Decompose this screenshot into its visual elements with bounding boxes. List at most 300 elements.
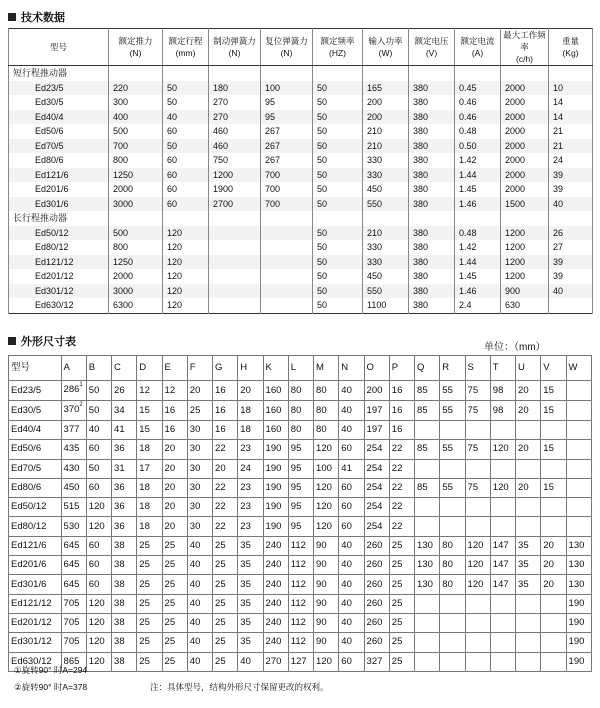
table-cell: 50 [313, 182, 363, 197]
table-cell: 240 [263, 556, 288, 575]
table-cell: 645 [61, 575, 86, 594]
table-cell: 1.46 [455, 197, 501, 212]
table-cell: 267 [261, 139, 313, 154]
table-row [9, 633, 592, 652]
table-cell [209, 255, 261, 270]
tech-section-title [8, 9, 65, 25]
table-cell: 120 [163, 226, 209, 241]
table-row [9, 421, 592, 440]
dims-header-cell: D [137, 356, 162, 381]
table-cell [261, 240, 313, 255]
table-cell: 35 [516, 575, 541, 594]
table-cell [415, 633, 440, 652]
table-cell: 25 [389, 594, 414, 613]
table-cell [415, 517, 440, 536]
table-cell: 85 [415, 478, 440, 497]
table-cell [440, 517, 465, 536]
table-cell: 380 [409, 269, 455, 284]
table-cell: 165 [363, 81, 409, 96]
square-bullet-icon [8, 13, 16, 21]
table-cell: 18 [137, 478, 162, 497]
table-cell: 22 [389, 498, 414, 517]
table-row [9, 401, 592, 421]
table-cell: 1.46 [455, 284, 501, 299]
table-cell: 120 [86, 517, 111, 536]
table-cell: 25 [213, 594, 238, 613]
table-cell: 240 [263, 575, 288, 594]
table-cell: 100 [314, 459, 339, 478]
table-cell: 197 [364, 401, 389, 421]
table-cell [313, 66, 363, 81]
table-cell: 210 [363, 226, 409, 241]
table-row [9, 440, 592, 459]
table-cell [465, 498, 490, 517]
table-cell: 30 [187, 498, 212, 517]
table-cell: 38 [112, 575, 137, 594]
table-cell [261, 226, 313, 241]
table-cell: 40 [187, 652, 212, 671]
table-cell: 120 [86, 633, 111, 652]
table-cell: 60 [86, 440, 111, 459]
table-cell: 60 [339, 440, 364, 459]
dims-header-cell: U [516, 356, 541, 381]
note-rotation-1: ①旋转90° 时A=294 [14, 665, 88, 675]
table-cell: 95 [288, 478, 313, 497]
table-cell: 60 [86, 556, 111, 575]
footnote-marker: 2 [79, 402, 83, 408]
tech-header-cell: 额定电压 (V) [409, 29, 455, 66]
dims-header-cell: S [465, 356, 490, 381]
table-row [9, 381, 592, 401]
table-cell: 500 [109, 226, 163, 241]
table-cell: 865 [61, 652, 86, 671]
table-cell: 50 [313, 255, 363, 270]
table-cell [541, 613, 566, 632]
table-cell: 25 [213, 575, 238, 594]
table-cell [440, 652, 465, 671]
table-cell: 130 [566, 536, 591, 555]
table-cell: 23 [238, 517, 263, 536]
table-cell: 55 [440, 401, 465, 421]
table-cell: 25 [213, 652, 238, 671]
table-cell: 25 [389, 556, 414, 575]
table-cell: 900 [501, 284, 549, 299]
table-cell: 95 [288, 517, 313, 536]
table-cell: 530 [61, 517, 86, 536]
table-cell: 450 [61, 478, 86, 497]
table-cell: 35 [238, 633, 263, 652]
table-cell: 190 [263, 517, 288, 536]
model-cell: Ed80/6 [9, 153, 109, 168]
table-cell [455, 211, 501, 226]
table-cell: 120 [465, 575, 490, 594]
table-cell: 435 [61, 440, 86, 459]
table-cell: 50 [313, 110, 363, 125]
table-cell: 705 [61, 594, 86, 613]
table-cell: 50 [86, 459, 111, 478]
table-cell: 254 [364, 498, 389, 517]
table-cell: 75 [465, 440, 490, 459]
table-cell: 40 [238, 652, 263, 671]
table-cell: 40 [549, 197, 593, 212]
table-row [9, 182, 593, 197]
table-cell: 50 [313, 197, 363, 212]
table-cell: 267 [261, 153, 313, 168]
table-cell: 95 [288, 498, 313, 517]
table-cell [516, 459, 541, 478]
table-cell: 2000 [501, 110, 549, 125]
table-cell: 22 [213, 498, 238, 517]
table-cell: 1200 [209, 168, 261, 183]
table-cell: 21 [549, 139, 593, 154]
table-cell [409, 211, 455, 226]
note-rotation-2: ②旋转90° 时A=378 [14, 682, 88, 692]
tech-header-cell: 额定频率 (HZ) [313, 29, 363, 66]
table-cell: 24 [238, 459, 263, 478]
table-cell: 15 [541, 440, 566, 459]
table-cell: 20 [213, 459, 238, 478]
table-cell: 25 [162, 633, 187, 652]
table-cell: 25 [162, 594, 187, 613]
table-cell: 18 [238, 401, 263, 421]
model-cell: Ed121/6 [9, 168, 109, 183]
tech-header-cell: 重量 (Kg) [549, 29, 593, 66]
dims-section-title [8, 333, 76, 349]
table-cell: 220 [109, 81, 163, 96]
dims-header-cell: C [112, 356, 137, 381]
table-cell: 1900 [209, 182, 261, 197]
model-cell: Ed23/5 [9, 381, 62, 401]
table-cell: 0.50 [455, 139, 501, 154]
table-cell: 16 [162, 421, 187, 440]
table-cell: 10 [549, 81, 593, 96]
table-cell: 130 [415, 575, 440, 594]
model-cell: Ed50/12 [9, 226, 109, 241]
table-cell: 80 [288, 381, 313, 401]
table-cell: 380 [409, 197, 455, 212]
table-cell: 38 [112, 536, 137, 555]
table-cell: 380 [409, 240, 455, 255]
table-cell: 190 [263, 498, 288, 517]
table-cell: 39 [549, 269, 593, 284]
table-cell: 327 [364, 652, 389, 671]
table-cell [566, 478, 591, 497]
tech-header-cell: 制动弹簧力 (N) [209, 29, 261, 66]
table-cell: 120 [86, 652, 111, 671]
table-cell: 55 [440, 478, 465, 497]
table-cell: 22 [389, 440, 414, 459]
table-cell: 80 [314, 381, 339, 401]
table-cell: 25 [162, 613, 187, 632]
table-cell: 1.42 [455, 240, 501, 255]
table-row [9, 255, 593, 270]
table-cell: 60 [163, 197, 209, 212]
table-cell: 22 [213, 478, 238, 497]
table-cell: 36 [112, 440, 137, 459]
model-cell: Ed201/6 [9, 182, 109, 197]
table-cell: 112 [288, 613, 313, 632]
table-cell: 190 [566, 613, 591, 632]
table-cell: 16 [389, 401, 414, 421]
table-cell [261, 211, 313, 226]
table-cell [541, 421, 566, 440]
table-cell: 39 [549, 255, 593, 270]
table-cell [465, 594, 490, 613]
dims-header-cell: H [238, 356, 263, 381]
model-cell: Ed30/5 [9, 401, 62, 421]
table-cell [566, 517, 591, 536]
tech-group-row [9, 211, 593, 226]
table-cell: 120 [314, 652, 339, 671]
table-cell [490, 459, 515, 478]
table-cell: 240 [263, 613, 288, 632]
table-cell: 400 [109, 110, 163, 125]
table-cell: 120 [163, 240, 209, 255]
table-cell: 2700 [209, 197, 261, 212]
model-cell: Ed630/12 [9, 652, 62, 671]
table-cell: 60 [86, 536, 111, 555]
tech-header-cell: 额定推力 (N) [109, 29, 163, 66]
dims-header-cell: L [288, 356, 313, 381]
table-cell: 0.48 [455, 226, 501, 241]
table-cell: 80 [440, 556, 465, 575]
dims-header-cell: E [162, 356, 187, 381]
table-cell [566, 421, 591, 440]
table-cell: 0.48 [455, 124, 501, 139]
table-cell: 190 [263, 440, 288, 459]
dims-header-cell: P [389, 356, 414, 381]
table-cell: 22 [213, 440, 238, 459]
table-cell: 15 [541, 381, 566, 401]
table-cell [415, 594, 440, 613]
table-cell: 25 [389, 633, 414, 652]
table-cell: 40 [187, 575, 212, 594]
table-row [9, 226, 593, 241]
table-cell: 6300 [109, 298, 163, 313]
table-cell: 750 [209, 153, 261, 168]
dims-header-cell: G [213, 356, 238, 381]
table-cell: 210 [363, 124, 409, 139]
square-bullet-icon [8, 337, 16, 345]
table-cell: 38 [112, 633, 137, 652]
model-cell: Ed301/6 [9, 197, 109, 212]
table-cell: 35 [238, 613, 263, 632]
table-cell: 190 [263, 478, 288, 497]
table-cell: 98 [490, 381, 515, 401]
model-cell: Ed50/6 [9, 124, 109, 139]
table-row [9, 124, 593, 139]
table-cell: 18 [137, 440, 162, 459]
model-cell: Ed201/12 [9, 613, 62, 632]
table-cell: 80 [314, 421, 339, 440]
footnote-marker: 1 [79, 382, 83, 388]
table-cell: 112 [288, 633, 313, 652]
table-cell: 60 [163, 153, 209, 168]
table-cell: 25 [213, 536, 238, 555]
group-label: 长行程推动器 [9, 211, 109, 226]
table-row [9, 240, 593, 255]
table-cell: 160 [263, 401, 288, 421]
table-cell: 50 [163, 81, 209, 96]
table-cell: 330 [363, 168, 409, 183]
table-cell: 80 [288, 421, 313, 440]
table-cell: 1200 [501, 226, 549, 241]
table-cell: 50 [86, 401, 111, 421]
table-cell: 700 [261, 168, 313, 183]
table-cell: 515 [61, 498, 86, 517]
table-cell: 18 [137, 498, 162, 517]
table-row [9, 269, 593, 284]
table-cell: 85 [415, 381, 440, 401]
table-cell: 50 [163, 95, 209, 110]
table-cell [490, 498, 515, 517]
table-cell: 34 [112, 401, 137, 421]
table-cell: 630 [501, 298, 549, 313]
table-cell: 40 [339, 401, 364, 421]
table-cell: 380 [409, 110, 455, 125]
table-cell: 120 [465, 556, 490, 575]
table-cell: 41 [112, 421, 137, 440]
table-cell [209, 226, 261, 241]
model-cell: Ed301/12 [9, 284, 109, 299]
table-cell: 30 [187, 440, 212, 459]
table-cell [440, 498, 465, 517]
table-cell: 380 [409, 298, 455, 313]
table-row [9, 536, 592, 555]
table-cell: 50 [86, 381, 111, 401]
table-cell: 240 [263, 594, 288, 613]
table-cell: 127 [288, 652, 313, 671]
table-cell: 25 [137, 556, 162, 575]
table-cell: 35 [516, 556, 541, 575]
model-cell: Ed70/5 [9, 459, 62, 478]
table-cell: 26 [112, 381, 137, 401]
table-cell [465, 459, 490, 478]
table-cell: 1200 [501, 255, 549, 270]
table-cell: 3000 [109, 284, 163, 299]
table-row [9, 575, 592, 594]
table-cell: 25 [137, 652, 162, 671]
table-cell: 25 [389, 613, 414, 632]
table-cell: 16 [213, 381, 238, 401]
table-cell: 90 [314, 536, 339, 555]
table-cell: 12 [137, 381, 162, 401]
table-cell: 98 [490, 401, 515, 421]
table-cell: 50 [313, 95, 363, 110]
model-cell: Ed70/5 [9, 139, 109, 154]
table-cell: 120 [314, 478, 339, 497]
dims-header-cell: V [541, 356, 566, 381]
table-cell: 60 [86, 575, 111, 594]
table-cell: 30 [187, 517, 212, 536]
table-cell: 0.46 [455, 95, 501, 110]
table-cell [490, 613, 515, 632]
table-cell [415, 459, 440, 478]
table-cell: 2000 [501, 168, 549, 183]
table-cell [490, 594, 515, 613]
table-cell: 25 [137, 536, 162, 555]
table-cell [490, 633, 515, 652]
table-cell: 40 [339, 556, 364, 575]
table-cell: 40 [339, 613, 364, 632]
table-cell [501, 211, 549, 226]
table-cell: 23 [238, 478, 263, 497]
table-cell: 1.44 [455, 168, 501, 183]
table-cell: 50 [313, 240, 363, 255]
table-cell: 180 [209, 81, 261, 96]
table-row [9, 517, 592, 536]
table-cell: 1.45 [455, 182, 501, 197]
table-cell: 41 [339, 459, 364, 478]
table-cell: 25 [137, 575, 162, 594]
table-cell: 31 [112, 459, 137, 478]
table-cell [261, 255, 313, 270]
table-cell: 147 [490, 536, 515, 555]
table-cell: 112 [288, 536, 313, 555]
model-cell: Ed50/6 [9, 440, 62, 459]
table-cell [209, 240, 261, 255]
table-cell: 40 [187, 536, 212, 555]
table-cell: 254 [364, 459, 389, 478]
table-row [9, 613, 592, 632]
table-cell: 16 [213, 421, 238, 440]
dims-header-cell: A [61, 356, 86, 381]
table-cell: 36 [112, 517, 137, 536]
table-cell: 16 [162, 401, 187, 421]
table-cell: 25 [389, 536, 414, 555]
table-cell: 25 [137, 594, 162, 613]
dims-header-cell: K [263, 356, 288, 381]
table-cell [440, 613, 465, 632]
dims-header-cell: M [314, 356, 339, 381]
table-cell: 200 [363, 110, 409, 125]
table-cell [209, 298, 261, 313]
table-cell: 120 [465, 536, 490, 555]
table-cell [516, 421, 541, 440]
table-cell: 20 [187, 381, 212, 401]
table-row [9, 284, 593, 299]
table-cell: 16 [213, 401, 238, 421]
table-cell: 23 [238, 440, 263, 459]
table-cell: 20 [162, 498, 187, 517]
table-cell: 260 [364, 575, 389, 594]
table-cell: 23 [238, 498, 263, 517]
table-cell: 300 [109, 95, 163, 110]
model-cell: Ed301/6 [9, 575, 62, 594]
table-cell: 95 [288, 459, 313, 478]
table-cell: 90 [314, 575, 339, 594]
table-cell: 14 [549, 95, 593, 110]
table-cell: 112 [288, 556, 313, 575]
dims-header-cell: F [187, 356, 212, 381]
table-cell: 380 [409, 226, 455, 241]
tech-title-text: 技术数据 [21, 12, 65, 24]
table-cell: 60 [163, 168, 209, 183]
table-cell [566, 401, 591, 421]
tech-header-cell: 额定行程 (mm) [163, 29, 209, 66]
table-cell: 267 [261, 124, 313, 139]
table-cell: 200 [363, 95, 409, 110]
table-cell: 26 [549, 226, 593, 241]
table-cell: 190 [566, 594, 591, 613]
table-cell: 254 [364, 517, 389, 536]
table-cell: 15 [541, 401, 566, 421]
table-cell: $286^1$ [61, 381, 86, 401]
table-cell [455, 66, 501, 81]
table-cell: 20 [162, 440, 187, 459]
table-cell: 190 [566, 652, 591, 671]
table-cell: 50 [313, 81, 363, 96]
